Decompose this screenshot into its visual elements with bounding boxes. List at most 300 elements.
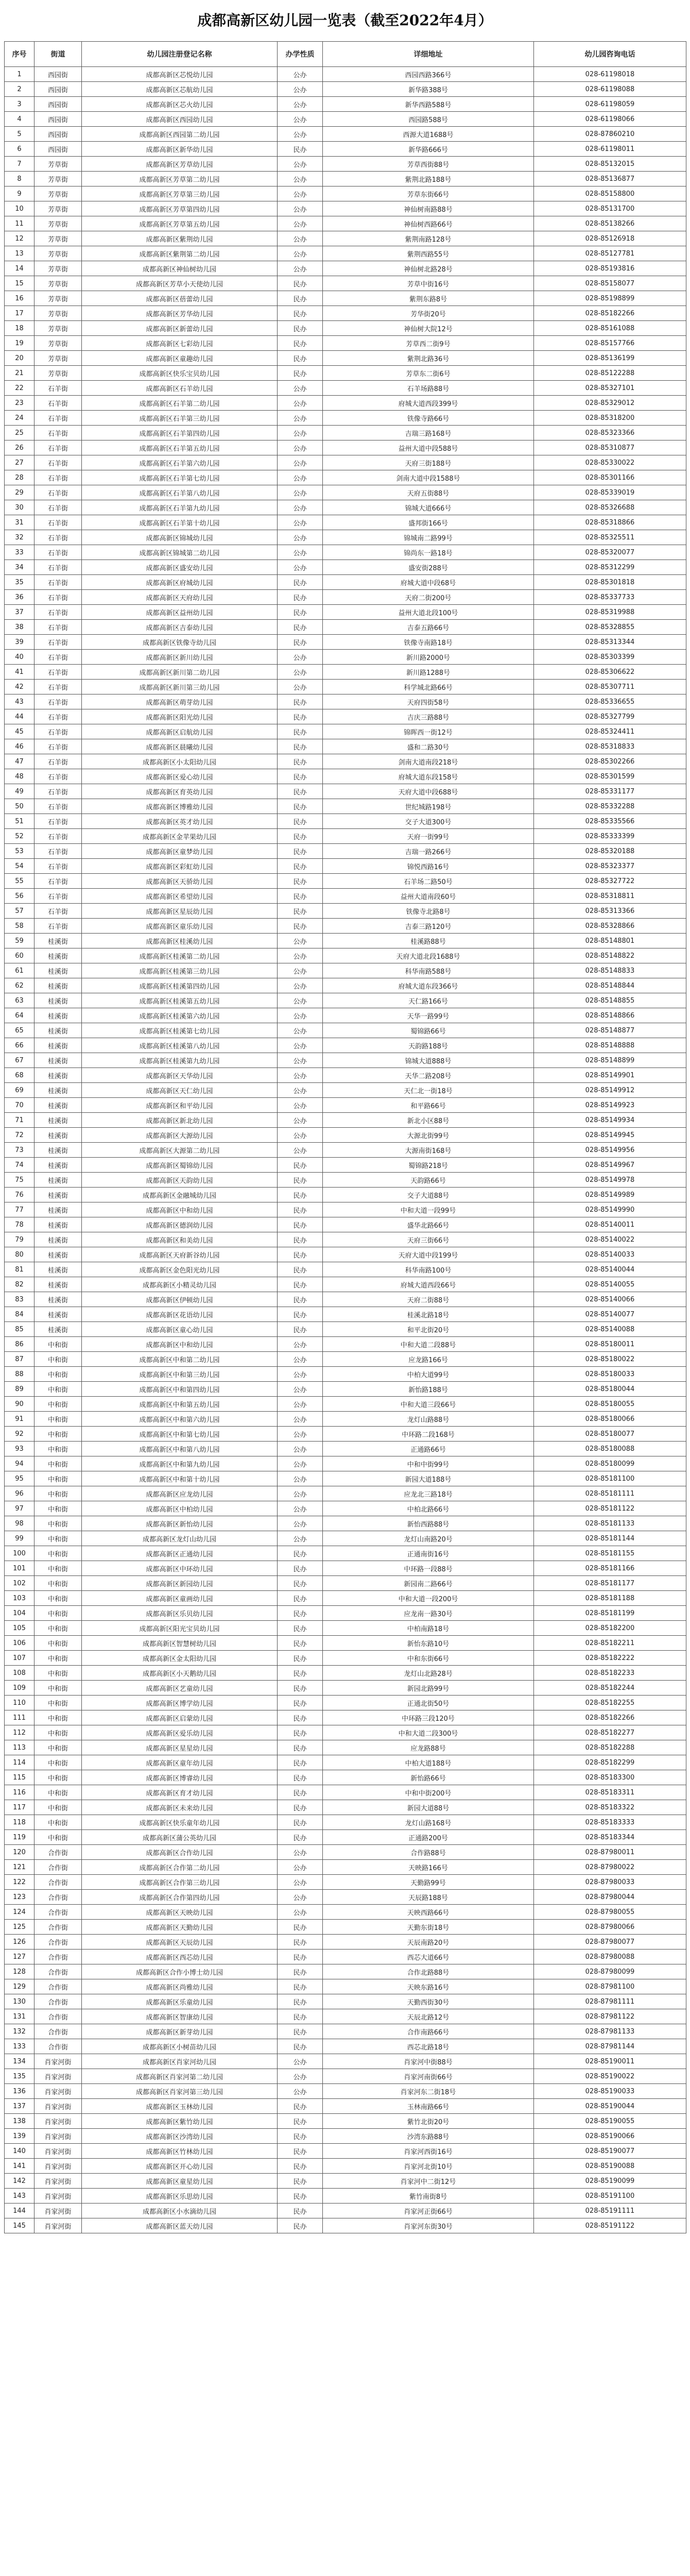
table-row (5, 829, 686, 844)
cell-name: 成都高新区尚雅幼儿园 (82, 1979, 278, 1994)
cell-serial: 78 (5, 1217, 34, 1232)
cell-address: 新华路388号 (323, 82, 534, 97)
table-row (5, 784, 686, 799)
table-row (5, 739, 686, 754)
cell-phone: 028-85182299 (534, 1755, 686, 1770)
table-body (5, 67, 686, 2233)
cell-type: 公办 (278, 157, 323, 172)
cell-street: 肖家河街 (34, 2069, 82, 2084)
cell-street: 中和街 (34, 1442, 82, 1456)
cell-serial: 39 (5, 635, 34, 650)
cell-name: 成都高新区紫竹幼儿园 (82, 2114, 278, 2129)
table-row (5, 963, 686, 978)
table-row (5, 859, 686, 874)
cell-serial: 81 (5, 1262, 34, 1277)
table-row (5, 396, 686, 411)
cell-street: 芳草街 (34, 291, 82, 306)
cell-type: 民办 (278, 276, 323, 291)
cell-address: 新园大道88号 (323, 1800, 534, 1815)
cell-phone: 028-85182233 (534, 1666, 686, 1681)
cell-phone: 028-85181100 (534, 1471, 686, 1486)
cell-serial: 122 (5, 1875, 34, 1890)
cell-phone: 028-85183322 (534, 1800, 686, 1815)
cell-phone: 028-85182277 (534, 1725, 686, 1740)
cell-type: 公办 (278, 545, 323, 560)
table-row (5, 157, 686, 172)
cell-type: 民办 (278, 1950, 323, 1964)
cell-street: 合作街 (34, 1890, 82, 1905)
cell-type: 公办 (278, 1083, 323, 1098)
cell-street: 肖家河街 (34, 2204, 82, 2218)
cell-name: 成都高新区童乐幼儿园 (82, 919, 278, 934)
cell-name: 成都高新区和美幼儿园 (82, 1232, 278, 1247)
cell-phone: 028-85180066 (534, 1412, 686, 1427)
cell-address: 中和中街200号 (323, 1785, 534, 1800)
table-row (5, 1292, 686, 1307)
cell-name: 成都高新区新芽幼儿园 (82, 2024, 278, 2039)
cell-phone: 028-85183333 (534, 1815, 686, 1830)
cell-name: 成都高新区童趣幼儿园 (82, 351, 278, 366)
cell-address: 天府三街66号 (323, 1232, 534, 1247)
cell-phone: 028-85330022 (534, 455, 686, 470)
cell-phone: 028-85337733 (534, 590, 686, 605)
cell-phone: 028-85301166 (534, 470, 686, 485)
cell-name: 成都高新区天仁幼儿园 (82, 1083, 278, 1098)
cell-name: 成都高新区石羊幼儿园 (82, 381, 278, 396)
cell-street: 合作街 (34, 1905, 82, 1920)
cell-street: 芳草街 (34, 306, 82, 321)
cell-address: 应龙北三路18号 (323, 1486, 534, 1501)
cell-serial: 99 (5, 1531, 34, 1546)
cell-type: 民办 (278, 1681, 323, 1696)
cell-phone: 028-85320077 (534, 545, 686, 560)
cell-serial: 27 (5, 455, 34, 470)
cell-serial: 120 (5, 1845, 34, 1860)
cell-street: 石羊街 (34, 440, 82, 455)
cell-phone: 028-87981111 (534, 1994, 686, 2009)
table-row (5, 1905, 686, 1920)
cell-serial: 58 (5, 919, 34, 934)
cell-phone: 028-85183344 (534, 1830, 686, 1845)
cell-type: 公办 (278, 1128, 323, 1143)
cell-phone: 028-85320188 (534, 844, 686, 859)
cell-phone: 028-85148899 (534, 1053, 686, 1068)
cell-address: 芳华街20号 (323, 306, 534, 321)
cell-serial: 127 (5, 1950, 34, 1964)
table-row (5, 844, 686, 859)
cell-type: 民办 (278, 1755, 323, 1770)
cell-address: 益州大道中段588号 (323, 440, 534, 455)
cell-type: 民办 (278, 142, 323, 157)
cell-street: 芳草街 (34, 261, 82, 276)
cell-type: 民办 (278, 1979, 323, 1994)
cell-name: 成都高新区乐童幼儿园 (82, 1994, 278, 2009)
table-row (5, 904, 686, 919)
table-row (5, 1621, 686, 1636)
cell-phone: 028-85181166 (534, 1561, 686, 1576)
cell-street: 芳草街 (34, 216, 82, 231)
cell-phone: 028-85149901 (534, 1068, 686, 1083)
table-row (5, 1143, 686, 1158)
table-row (5, 426, 686, 440)
cell-phone: 028-85190099 (534, 2174, 686, 2189)
cell-street: 中和街 (34, 1830, 82, 1845)
table-row (5, 1606, 686, 1621)
cell-name: 成都高新区萌芽幼儿园 (82, 694, 278, 709)
cell-type: 民办 (278, 829, 323, 844)
cell-name: 成都高新区石羊第四幼儿园 (82, 426, 278, 440)
cell-address: 新川路2000号 (323, 650, 534, 665)
cell-name: 成都高新区西芯幼儿园 (82, 1950, 278, 1964)
cell-phone: 028-85140055 (534, 1277, 686, 1292)
cell-type: 公办 (278, 1516, 323, 1531)
cell-type: 公办 (278, 515, 323, 530)
cell-phone: 028-85198899 (534, 291, 686, 306)
cell-type: 民办 (278, 1815, 323, 1830)
cell-serial: 143 (5, 2189, 34, 2204)
table-row (5, 2129, 686, 2144)
cell-address: 天华一路99号 (323, 1008, 534, 1023)
cell-phone: 028-85313366 (534, 904, 686, 919)
table-row (5, 1755, 686, 1770)
cell-name: 成都高新区铁像寺幼儿园 (82, 635, 278, 650)
table-row (5, 1456, 686, 1471)
cell-street: 石羊街 (34, 739, 82, 754)
cell-serial: 17 (5, 306, 34, 321)
cell-phone: 028-85148866 (534, 1008, 686, 1023)
cell-street: 中和街 (34, 1397, 82, 1412)
cell-address: 吉瑞三路168号 (323, 426, 534, 440)
table-row (5, 1561, 686, 1576)
cell-phone: 028-85191100 (534, 2189, 686, 2204)
table-row (5, 2174, 686, 2189)
cell-serial: 43 (5, 694, 34, 709)
cell-phone: 028-85324411 (534, 724, 686, 739)
cell-name: 成都高新区小精灵幼儿园 (82, 1277, 278, 1292)
cell-street: 石羊街 (34, 470, 82, 485)
cell-type: 民办 (278, 1666, 323, 1681)
cell-serial: 24 (5, 411, 34, 426)
cell-address: 交子大道88号 (323, 1188, 534, 1202)
cell-street: 桂溪街 (34, 963, 82, 978)
header-phone: 幼儿园咨询电话 (534, 42, 686, 67)
cell-address: 吉庆三路88号 (323, 709, 534, 724)
cell-street: 中和街 (34, 1621, 82, 1636)
cell-address: 神仙树西路66号 (323, 216, 534, 231)
cell-name: 成都高新区石羊第五幼儿园 (82, 440, 278, 455)
cell-phone: 028-87980099 (534, 1964, 686, 1979)
cell-serial: 133 (5, 2039, 34, 2054)
cell-street: 合作街 (34, 1935, 82, 1950)
cell-type: 公办 (278, 1098, 323, 1113)
cell-name: 成都高新区正通幼儿园 (82, 1546, 278, 1561)
cell-type: 民办 (278, 1964, 323, 1979)
cell-address: 中和大道二段88号 (323, 1337, 534, 1352)
cell-serial: 33 (5, 545, 34, 560)
table-header-row (5, 42, 686, 67)
cell-name: 成都高新区童年幼儿园 (82, 1755, 278, 1770)
cell-address: 应龙南一路30号 (323, 1606, 534, 1621)
cell-address: 天府二街88号 (323, 1292, 534, 1307)
table-row (5, 1427, 686, 1442)
cell-type: 公办 (278, 1008, 323, 1023)
header-serial: 序号 (5, 42, 34, 67)
cell-street: 肖家河街 (34, 2159, 82, 2174)
table-row (5, 172, 686, 187)
cell-serial: 37 (5, 605, 34, 620)
cell-type: 民办 (278, 1621, 323, 1636)
cell-phone: 028-85181177 (534, 1576, 686, 1591)
table-row (5, 1128, 686, 1143)
cell-phone: 028-85193816 (534, 261, 686, 276)
cell-address: 吉泰五路66号 (323, 620, 534, 635)
table-row (5, 1935, 686, 1950)
cell-serial: 121 (5, 1860, 34, 1875)
cell-serial: 21 (5, 366, 34, 381)
cell-type: 公办 (278, 172, 323, 187)
table-row (5, 919, 686, 934)
cell-address: 正通路200号 (323, 1830, 534, 1845)
cell-serial: 74 (5, 1158, 34, 1173)
cell-phone: 028-85180099 (534, 1456, 686, 1471)
table-row (5, 1964, 686, 1979)
cell-address: 吉瑞一路266号 (323, 844, 534, 859)
cell-street: 中和街 (34, 1501, 82, 1516)
cell-type: 公办 (278, 112, 323, 127)
cell-serial: 89 (5, 1382, 34, 1397)
cell-street: 石羊街 (34, 904, 82, 919)
cell-phone: 028-85190011 (534, 2054, 686, 2069)
cell-serial: 72 (5, 1128, 34, 1143)
cell-name: 成都高新区德润幼儿园 (82, 1217, 278, 1232)
cell-address: 科华南路588号 (323, 963, 534, 978)
cell-phone: 028-85190022 (534, 2069, 686, 2084)
cell-phone: 028-85323366 (534, 426, 686, 440)
cell-street: 桂溪街 (34, 1068, 82, 1083)
cell-address: 天辰南路20号 (323, 1935, 534, 1950)
cell-type: 民办 (278, 1292, 323, 1307)
cell-address: 天府二街200号 (323, 590, 534, 605)
cell-street: 石羊街 (34, 859, 82, 874)
cell-address: 蜀锦路218号 (323, 1158, 534, 1173)
cell-serial: 66 (5, 1038, 34, 1053)
cell-street: 桂溪街 (34, 1232, 82, 1247)
cell-street: 肖家河街 (34, 2129, 82, 2144)
cell-name: 成都高新区芳华幼儿园 (82, 306, 278, 321)
table-row (5, 201, 686, 216)
table-row (5, 1053, 686, 1068)
table-row (5, 1262, 686, 1277)
cell-street: 肖家河街 (34, 2099, 82, 2114)
cell-street: 石羊街 (34, 754, 82, 769)
cell-type: 公办 (278, 97, 323, 112)
cell-phone: 028-85140044 (534, 1262, 686, 1277)
cell-phone: 028-85122288 (534, 366, 686, 381)
cell-address: 天辰路188号 (323, 1890, 534, 1905)
cell-street: 中和街 (34, 1546, 82, 1561)
cell-address: 中环路三段120号 (323, 1710, 534, 1725)
cell-phone: 028-85190066 (534, 2129, 686, 2144)
cell-street: 芳草街 (34, 187, 82, 201)
cell-name: 成都高新区中和第六幼儿园 (82, 1412, 278, 1427)
cell-street: 西园街 (34, 127, 82, 142)
cell-phone: 028-85157766 (534, 336, 686, 351)
cell-name: 成都高新区石羊第九幼儿园 (82, 500, 278, 515)
cell-name: 成都高新区艺童幼儿园 (82, 1681, 278, 1696)
cell-address: 铁像寺南路18号 (323, 635, 534, 650)
cell-type: 民办 (278, 1994, 323, 2009)
cell-phone: 028-85301599 (534, 769, 686, 784)
cell-phone: 028-85182200 (534, 1621, 686, 1636)
cell-phone: 028-85181122 (534, 1501, 686, 1516)
cell-type: 公办 (278, 1456, 323, 1471)
cell-phone: 028-85181188 (534, 1591, 686, 1606)
table-row (5, 978, 686, 993)
cell-phone: 028-85183300 (534, 1770, 686, 1785)
cell-type: 民办 (278, 1202, 323, 1217)
cell-address: 新怡路188号 (323, 1382, 534, 1397)
table-row (5, 635, 686, 650)
cell-address: 新园大道188号 (323, 1471, 534, 1486)
cell-address: 天府大道北段1688号 (323, 948, 534, 963)
cell-serial: 48 (5, 769, 34, 784)
cell-address: 天映西路66号 (323, 1905, 534, 1920)
table-row (5, 1008, 686, 1023)
cell-address: 石羊场路88号 (323, 381, 534, 396)
cell-phone: 028-85303399 (534, 650, 686, 665)
cell-address: 正通北街50号 (323, 1696, 534, 1710)
cell-address: 吉泰三路120号 (323, 919, 534, 934)
table-row (5, 470, 686, 485)
cell-name: 成都高新区芯悦幼儿园 (82, 67, 278, 82)
table-row (5, 321, 686, 336)
cell-serial: 76 (5, 1188, 34, 1202)
cell-name: 成都高新区彩虹幼儿园 (82, 859, 278, 874)
table-row (5, 1277, 686, 1292)
cell-type: 公办 (278, 67, 323, 82)
cell-type: 公办 (278, 1890, 323, 1905)
cell-street: 石羊街 (34, 485, 82, 500)
cell-serial: 29 (5, 485, 34, 500)
table-row (5, 2189, 686, 2204)
cell-type: 民办 (278, 1307, 323, 1322)
table-row (5, 1232, 686, 1247)
cell-phone: 028-85131700 (534, 201, 686, 216)
table-row (5, 1830, 686, 1845)
cell-address: 西芯大道66号 (323, 1950, 534, 1964)
cell-serial: 85 (5, 1322, 34, 1337)
cell-address: 新华西路588号 (323, 97, 534, 112)
cell-name: 成都高新区合作第四幼儿园 (82, 1890, 278, 1905)
cell-type: 民办 (278, 904, 323, 919)
cell-name: 成都高新区英才幼儿园 (82, 814, 278, 829)
cell-address: 西园西路366号 (323, 67, 534, 82)
cell-name: 成都高新区芯航幼儿园 (82, 82, 278, 97)
cell-type: 民办 (278, 1800, 323, 1815)
cell-name: 成都高新区锦城第二幼儿园 (82, 545, 278, 560)
cell-serial: 75 (5, 1173, 34, 1188)
cell-street: 西园街 (34, 67, 82, 82)
cell-serial: 13 (5, 246, 34, 261)
cell-name: 成都高新区府城幼儿园 (82, 575, 278, 590)
table-row (5, 724, 686, 739)
cell-type: 民办 (278, 1606, 323, 1621)
cell-street: 中和街 (34, 1456, 82, 1471)
table-row (5, 1875, 686, 1890)
cell-street: 桂溪街 (34, 1173, 82, 1188)
cell-street: 合作街 (34, 1994, 82, 2009)
cell-street: 合作街 (34, 1979, 82, 1994)
cell-address: 天府一街99号 (323, 829, 534, 844)
cell-type: 公办 (278, 978, 323, 993)
cell-name: 成都高新区童画幼儿园 (82, 1591, 278, 1606)
cell-serial: 113 (5, 1740, 34, 1755)
cell-phone: 028-87981144 (534, 2039, 686, 2054)
cell-name: 成都高新区童星幼儿园 (82, 2174, 278, 2189)
cell-address: 铁像寺路66号 (323, 411, 534, 426)
cell-name: 成都高新区益州幼儿园 (82, 605, 278, 620)
cell-name: 成都高新区锦城幼儿园 (82, 530, 278, 545)
cell-type: 民办 (278, 1651, 323, 1666)
cell-name: 成都高新区合作幼儿园 (82, 1845, 278, 1860)
cell-address: 锦尚东一路18号 (323, 545, 534, 560)
cell-type: 民办 (278, 2039, 323, 2054)
cell-type: 公办 (278, 201, 323, 216)
cell-type: 民办 (278, 351, 323, 366)
table-row (5, 1158, 686, 1173)
cell-name: 成都高新区新川幼儿园 (82, 650, 278, 665)
cell-serial: 44 (5, 709, 34, 724)
cell-serial: 67 (5, 1053, 34, 1068)
cell-name: 成都高新区中环幼儿园 (82, 1561, 278, 1576)
cell-address: 肖家河中街88号 (323, 2054, 534, 2069)
cell-serial: 51 (5, 814, 34, 829)
cell-type: 民办 (278, 859, 323, 874)
cell-street: 桂溪街 (34, 1113, 82, 1128)
cell-street: 合作街 (34, 1860, 82, 1875)
cell-name: 成都高新区桂溪幼儿园 (82, 934, 278, 948)
cell-phone: 028-85149989 (534, 1188, 686, 1202)
cell-type: 公办 (278, 1860, 323, 1875)
cell-type: 公办 (278, 1367, 323, 1382)
table-row (5, 1188, 686, 1202)
cell-name: 成都高新区天府幼儿园 (82, 590, 278, 605)
table-row (5, 545, 686, 560)
cell-address: 正通路66号 (323, 1442, 534, 1456)
cell-street: 石羊街 (34, 694, 82, 709)
cell-street: 肖家河街 (34, 2054, 82, 2069)
cell-street: 桂溪街 (34, 1023, 82, 1038)
cell-type: 民办 (278, 1561, 323, 1576)
cell-phone: 028-85149978 (534, 1173, 686, 1188)
cell-address: 肖家河西街16号 (323, 2144, 534, 2159)
cell-phone: 028-85327101 (534, 381, 686, 396)
cell-phone: 028-85190033 (534, 2084, 686, 2099)
cell-phone: 028-87860210 (534, 127, 686, 142)
cell-phone: 028-85148877 (534, 1023, 686, 1038)
table-row (5, 1815, 686, 1830)
cell-street: 芳草街 (34, 366, 82, 381)
cell-phone: 028-85149967 (534, 1158, 686, 1173)
cell-address: 新怡西路88号 (323, 1516, 534, 1531)
cell-address: 龙灯山北路28号 (323, 1666, 534, 1681)
cell-address: 中环路一段88号 (323, 1561, 534, 1576)
cell-phone: 028-85336655 (534, 694, 686, 709)
cell-street: 桂溪街 (34, 1083, 82, 1098)
cell-address: 锦城南二路99号 (323, 530, 534, 545)
cell-phone: 028-85183311 (534, 1785, 686, 1800)
cell-address: 神仙树大院12号 (323, 321, 534, 336)
